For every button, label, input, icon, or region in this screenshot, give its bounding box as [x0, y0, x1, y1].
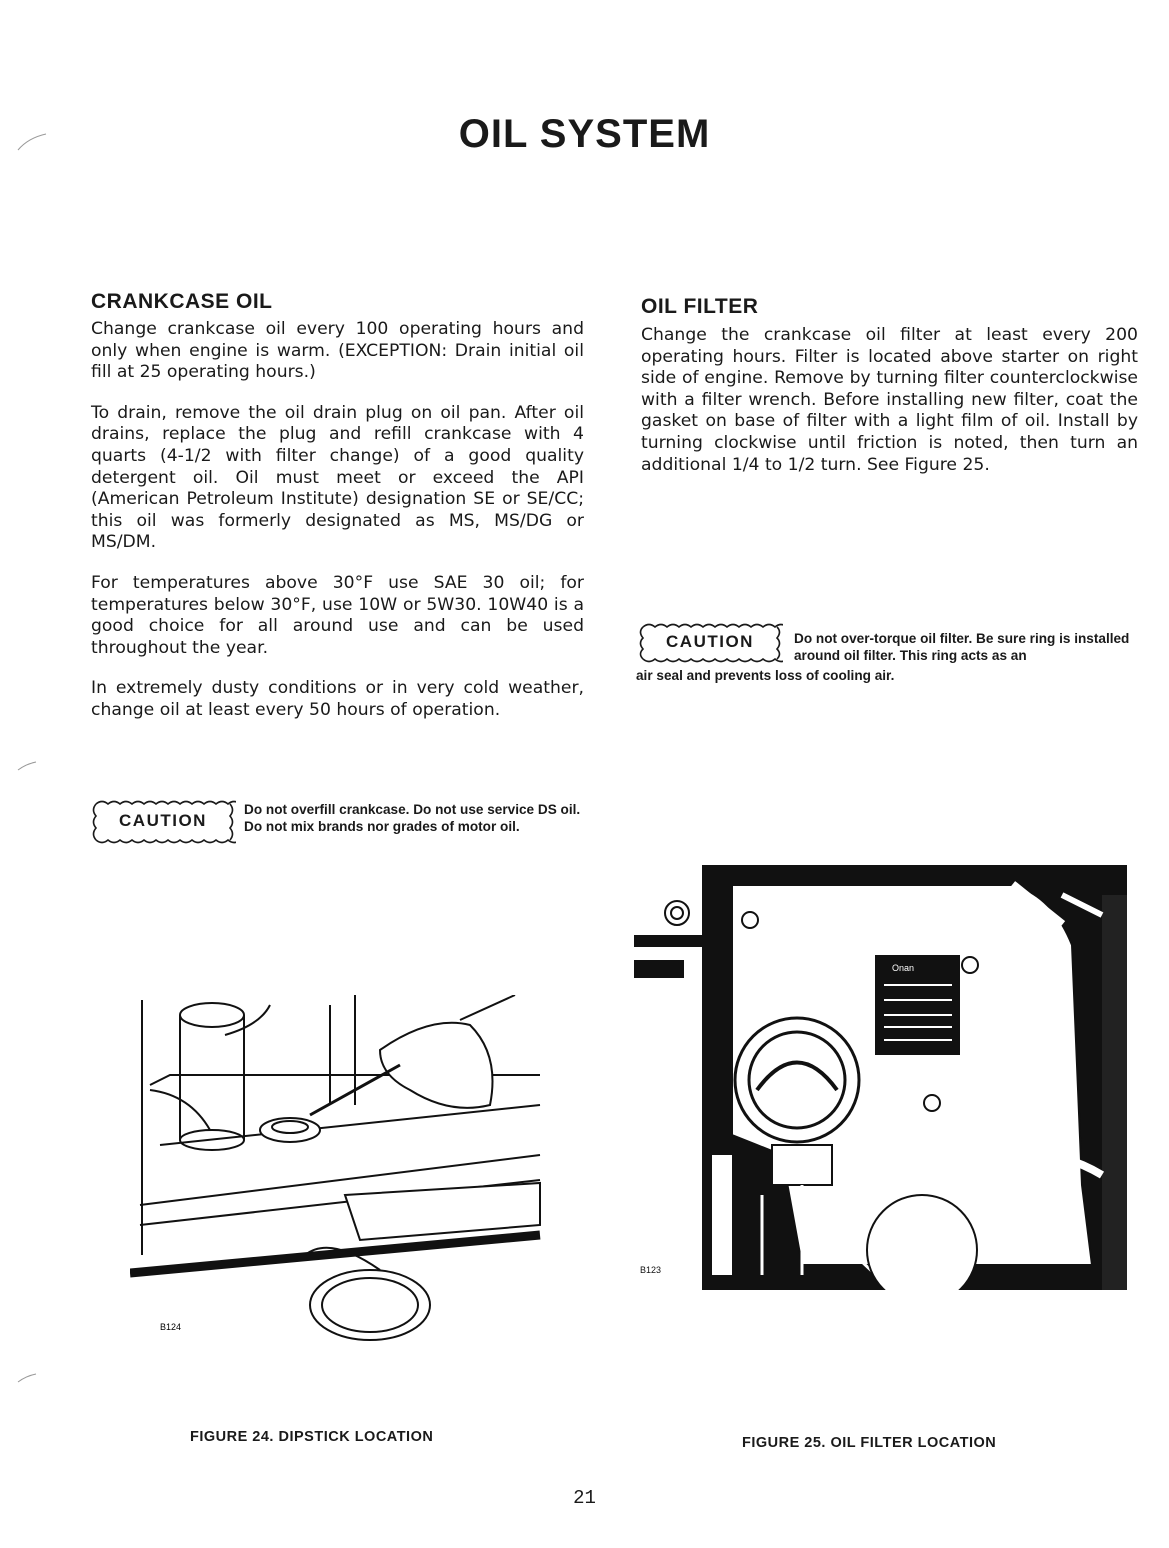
crankcase-paragraph: For temperatures above 30°F use SAE 30 oil; for temperatures below 30°F, use 10W or 5W30. 10W40 is a good choice for all around use and can be used throughout the year.: [91, 572, 584, 658]
caution-badge: [90, 798, 236, 846]
margin-marks: [0, 0, 60, 1548]
figure-25-caption: FIGURE 25. OIL FILTER LOCATION: [742, 1435, 997, 1451]
caution-text-continued: air seal and prevents loss of cooling air.: [636, 668, 895, 683]
page-number: 21: [573, 1487, 596, 1509]
crankcase-paragraph: Change crankcase oil every 100 operating hours and only when engine is warm. (EXCEPTION: Drain initial oil fill at 25 operating hours.): [91, 319, 584, 383]
oil-filter-paragraph: Change the crankcase oil filter at least every 200 operating hours. Filter is located above starter on right side of engine. Remove by turning filter counterclockwise with a filter wrench. Before installing new filter, coat the gasket on base of filter with a light film of oil. Install by turning clockwise until friction is noted, then turn an additional 1/4 to 1/2 turn. See Figure 25.: [641, 325, 1138, 475]
oil-filter-heading: OIL FILTER: [641, 295, 759, 318]
crankcase-paragraph: In extremely dusty conditions or in very cold weather, change oil at least every 50 hours of operation.: [91, 678, 584, 720]
caution-badge: [637, 621, 783, 665]
caution-label: CAUTION: [666, 632, 754, 651]
nameplate-brand: Onan: [892, 963, 915, 973]
figure-25-oil-filter-illustration: [632, 855, 1132, 1290]
figure-24-caption: FIGURE 24. DIPSTICK LOCATION: [190, 1429, 434, 1445]
caution-text: Do not overfill crankcase. Do not use service DS oil. Do not mix brands nor grades of motor oil.: [244, 802, 581, 834]
crankcase-oil-heading: CRANKCASE OIL: [91, 290, 273, 313]
figure-24-dipstick-illustration: [130, 995, 550, 1355]
caution-text: Do not over-torque oil filter. Be sure ring is installed around oil filter. This ring acts as an: [794, 631, 1130, 663]
page-title: OIL SYSTEM: [458, 112, 711, 156]
figure-25-code: B123: [640, 1265, 662, 1275]
crankcase-paragraph: To drain, remove the oil drain plug on oil pan. After oil drains, replace the plug and refill crankcase with 4 quarts (4-1/2 with filter change) of a good quality detergent oil. Oil must meet or exceed the API (American Petroleum Institute) designation SE or SE/CC; this oil was formerly designated as MS, MS/DG or MS/DM.: [91, 402, 584, 553]
caution-label: CAUTION: [119, 811, 207, 830]
figure-24-code: B124: [160, 1322, 182, 1332]
oil-filter-body: [641, 325, 1138, 495]
crankcase-oil-body: [91, 319, 584, 741]
